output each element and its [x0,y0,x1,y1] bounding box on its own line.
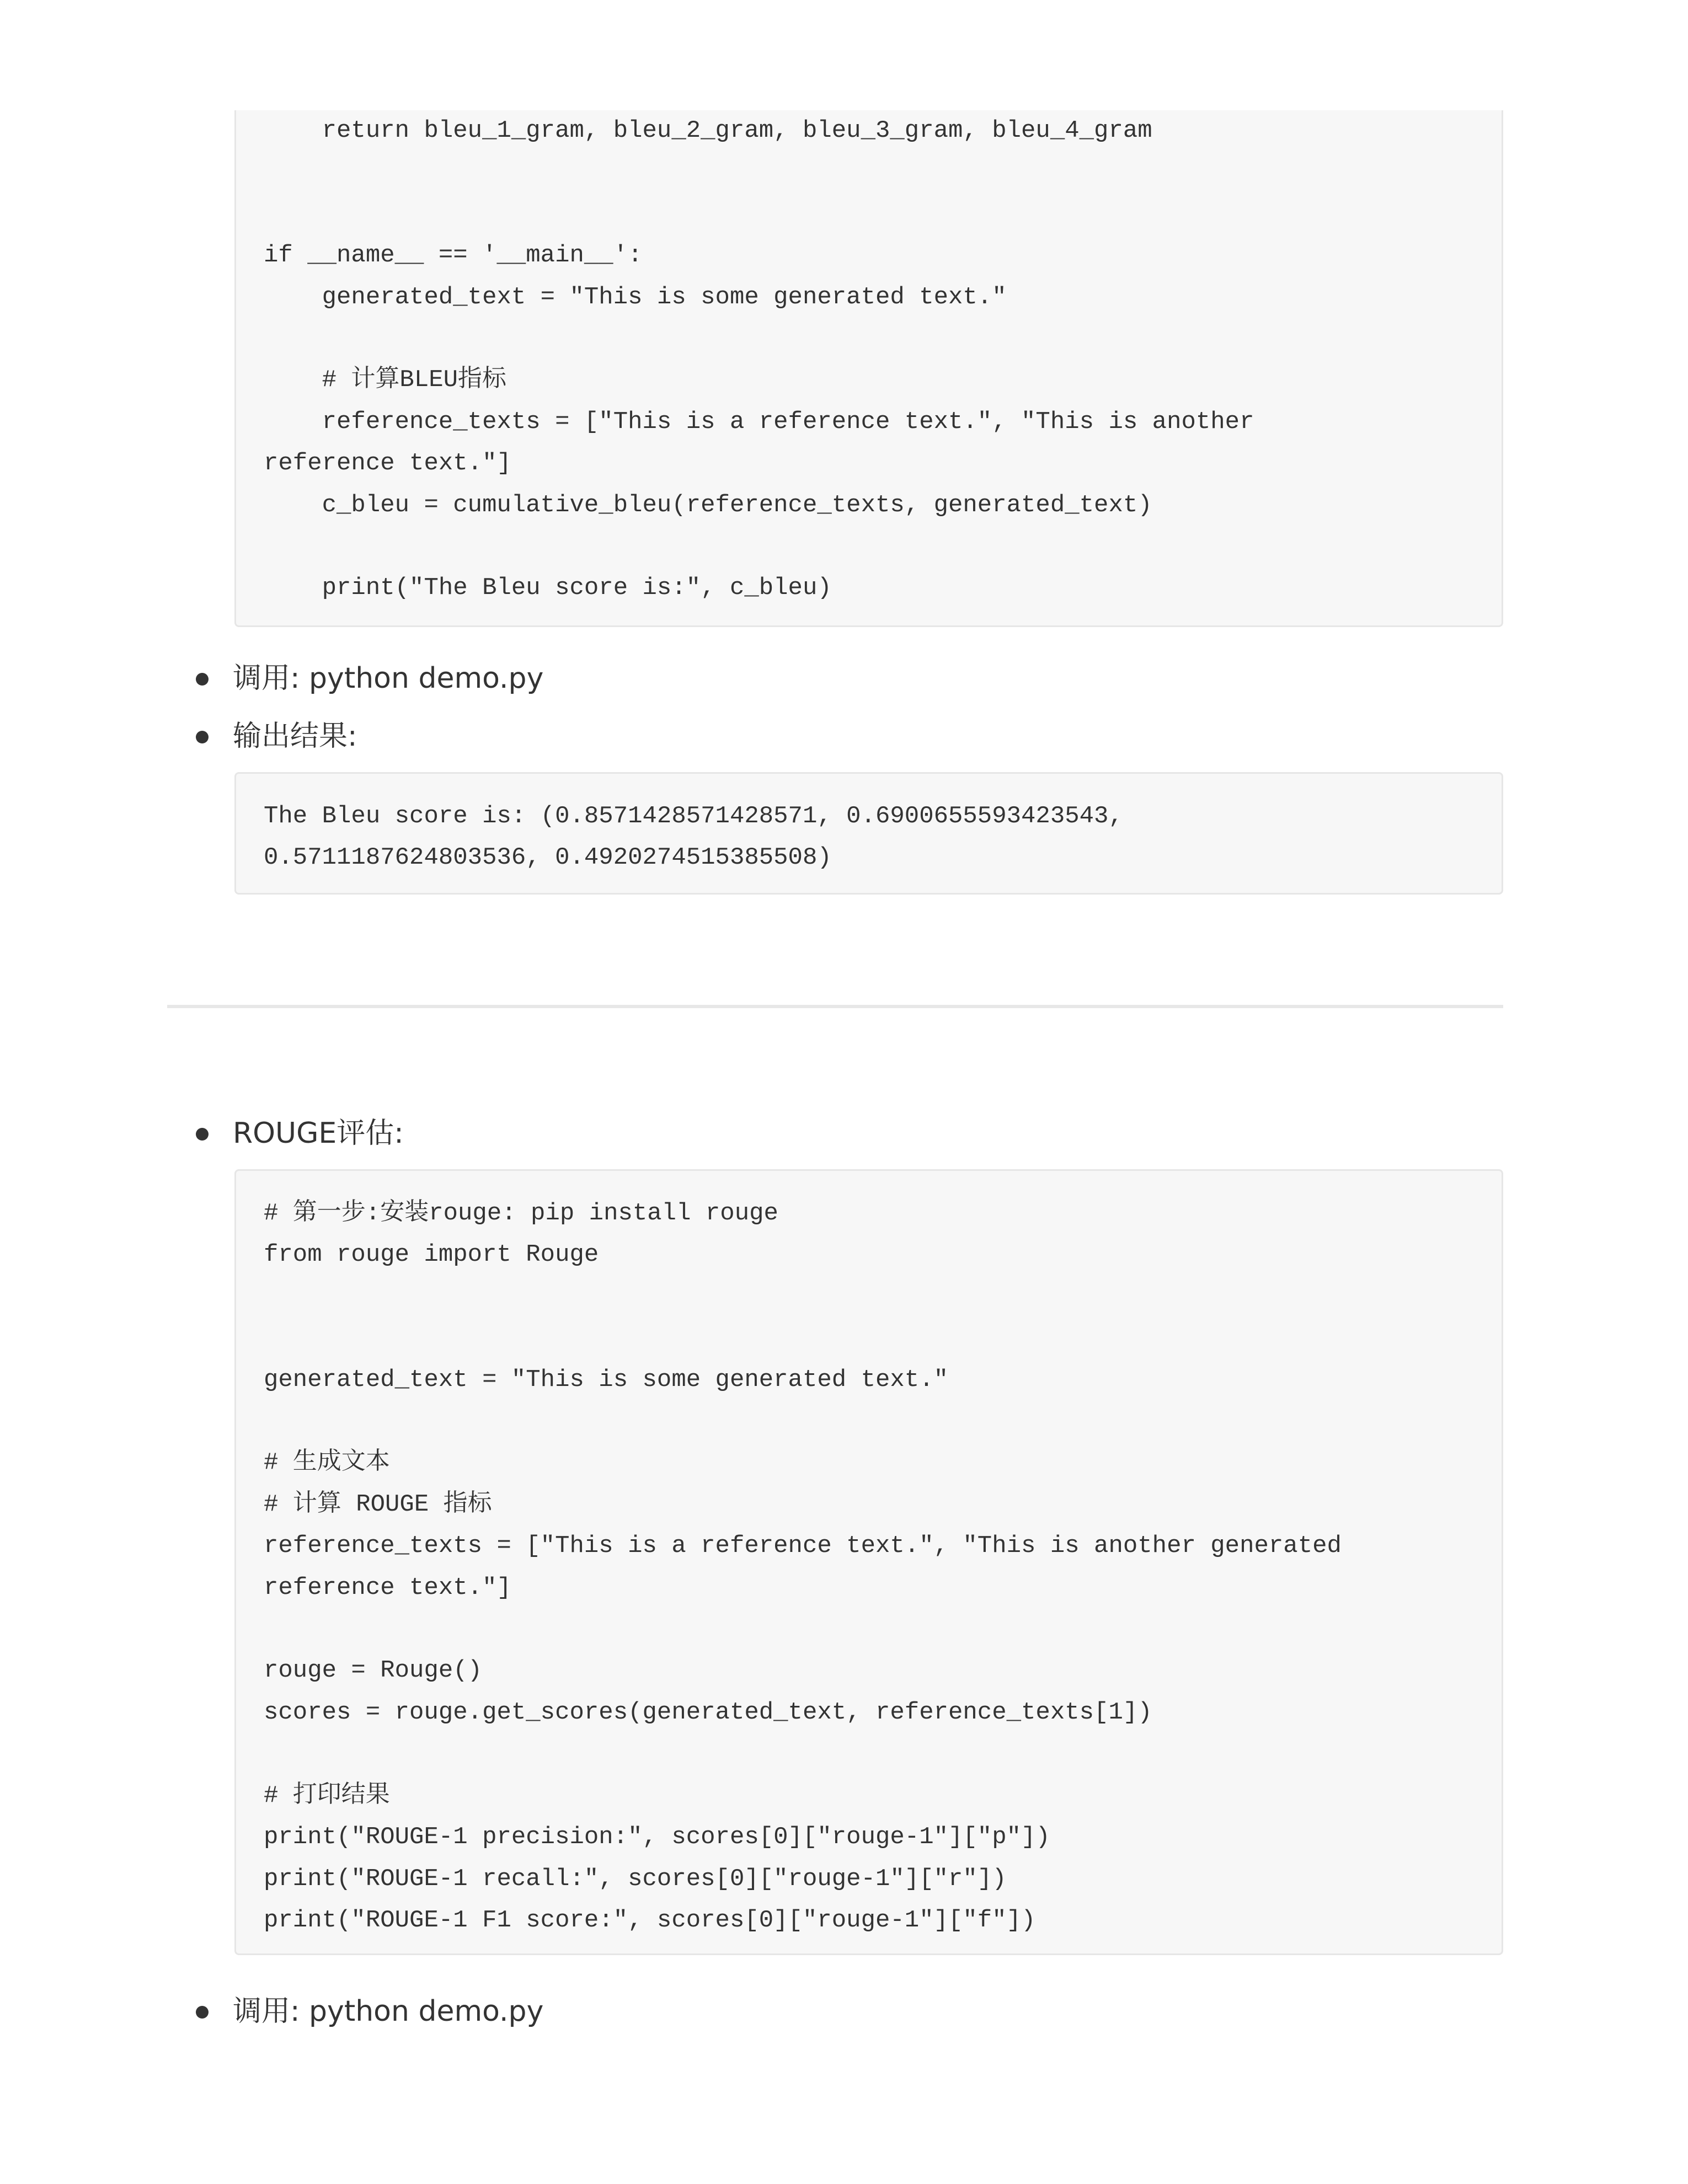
code-line: 0.5711187624803536, 0.4920274515385508) [264,844,832,872]
code-line: scores = rouge.get_scores(generated_text, reference_texts[1]) [264,1698,1152,1726]
code-line: reference_texts = ["This is a reference text.", "This is another generated [264,1532,1342,1560]
list-item-text: 调用: python demo.py [233,1995,544,2028]
code-line: print("The Bleu score is:", c_bleu) [264,574,832,602]
code-line: # 计算 ROUGE 指标 [264,1490,492,1518]
code-line: # 第一步:安装rouge: pip install rouge [264,1200,778,1227]
code-text [264,1193,1502,1941]
code-block-bleu-main [234,110,1503,627]
code-line: # 计算BLEU指标 [264,366,507,394]
code-line: rouge = Rouge() [264,1657,483,1685]
code-line: from rouge import Rouge [264,1241,599,1269]
code-line: if __name__ == '__main__': [264,242,643,270]
code-line: generated_text = "This is some generated text." [264,1366,949,1394]
code-line: print("ROUGE-1 precision:", scores[0]["rouge-1"]["p"]) [264,1823,1050,1851]
code-line: reference text."] [264,449,511,478]
list-item-text: 输出结果: [233,720,357,753]
code-line: print("ROUGE-1 F1 score:", scores[0]["rouge-1"]["f"]) [264,1906,1036,1934]
code-line: return bleu_1_gram, bleu_2_gram, bleu_3_gram, bleu_4_gram [264,117,1152,144]
code-line: reference text."] [264,1573,511,1602]
list-item-text: ROUGE评估: [233,1117,404,1150]
code-text [264,110,1502,609]
list-item-text: 调用: python demo.py [233,662,544,695]
list-item-rouge [233,1114,404,1153]
code-line: # 生成文本 [264,1449,390,1477]
code-line: c_bleu = cumulative_bleu(reference_texts, generated_text) [264,491,1152,519]
list-item-output [233,717,357,756]
code-line: reference_texts = ["This is a reference text.", "This is another [264,408,1254,436]
list-item-call [233,659,543,698]
code-block-rouge [234,1169,1503,1955]
code-block-output [234,772,1503,895]
code-line: # 打印结果 [264,1781,390,1810]
code-line: The Bleu score is: (0.8571428571428571, 0.6900655593423543, [264,802,1123,830]
code-line: generated_text = "This is some generated text." [264,283,1007,311]
code-line: print("ROUGE-1 recall:", scores[0]["rouge-1"]["r"]) [264,1865,1007,1893]
horizontal-rule [167,1005,1503,1008]
code-text [264,796,1502,879]
list-item-call [233,1992,543,2031]
